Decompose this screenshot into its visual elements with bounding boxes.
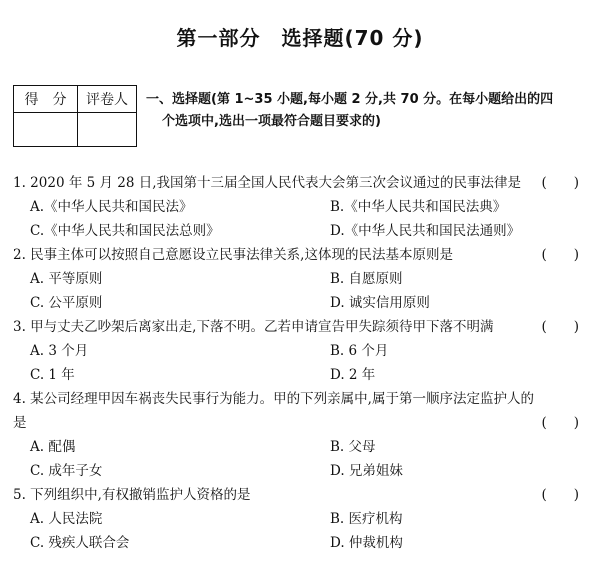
question-1-option-b[interactable]: B.《中华人民共和国民法典》 [330,199,507,215]
question-3-option-a[interactable]: A. 3 个月 [30,343,89,359]
question-1-answer-blank[interactable]: ( ) [541,175,579,191]
question-4-stem-cont [13,412,593,434]
page-title: 第一部分 选择题(70 分) [176,26,424,50]
question-4-option-a[interactable]: A. 配偶 [30,439,76,455]
question-5-option-a[interactable]: A. 人民法院 [30,511,103,527]
question-3-text: 3. 甲与丈夫乙吵架后离家出走,下落不明。乙若申请宣告甲失踪须待甲下落不明满 [13,319,494,335]
question-5-option-b[interactable]: B. 医疗机构 [330,511,403,527]
question-2-option-c[interactable]: C. 公平原则 [30,295,103,311]
question-3-answer-blank[interactable]: ( ) [541,319,579,335]
question-2-option-a[interactable]: A. 平等原则 [30,271,103,287]
score-label: 得 分 [14,86,78,113]
question-2-answer-blank[interactable]: ( ) [541,247,579,263]
question-4-answer-blank[interactable]: ( ) [541,415,579,431]
grader-label: 评卷人 [78,86,137,113]
score-table [13,85,137,147]
question-4-option-b[interactable]: B. 父母 [330,439,376,455]
question-2-stem [13,244,593,266]
question-5-option-c[interactable]: C. 残疾人联合会 [30,535,130,551]
score-cell[interactable] [14,113,78,147]
question-3-option-d[interactable]: D. 2 年 [330,367,376,383]
question-4-option-d[interactable]: D. 兄弟姐妹 [330,463,403,479]
section-instructions-line2: 个选项中,选出一项最符合题目要求的) [162,114,381,129]
grader-cell[interactable] [78,113,137,147]
question-3-option-c[interactable]: C. 1 年 [30,367,75,383]
question-1-text: 1. 2020 年 5 月 28 日,我国第十三届全国人民代表大会第三次会议通过的民事法律是 [13,175,522,191]
question-3-stem [13,316,593,338]
question-5-answer-blank[interactable]: ( ) [541,487,579,503]
question-1-option-a[interactable]: A.《中华人民共和国民法》 [30,199,193,215]
question-2-option-d[interactable]: D. 诚实信用原则 [330,295,430,311]
question-1-option-c[interactable]: C.《中华人民共和国民法总则》 [30,223,220,239]
question-4-text-cont: 是 [13,415,27,431]
question-5-text: 5. 下列组织中,有权撤销监护人资格的是 [13,487,251,503]
question-2-text: 2. 民事主体可以按照自己意愿设立民事法律关系,这体现的民法基本原则是 [13,247,453,263]
question-4-option-c[interactable]: C. 成年子女 [30,463,103,479]
question-3-option-b[interactable]: B. 6 个月 [330,343,389,359]
question-5-stem [13,484,593,506]
question-4-stem [13,388,593,410]
question-1-option-d[interactable]: D.《中华人民共和国民法通则》 [330,223,521,239]
question-1-stem [13,172,593,194]
question-4-text: 4. 某公司经理甲因车祸丧失民事行为能力。甲的下列亲属中,属于第一顺序法定监护人的 [13,391,534,407]
section-instructions-line1: 一、选择题(第 1~35 小题,每小题 2 分,共 70 分。在每小题给出的四 [146,92,554,107]
question-5-option-d[interactable]: D. 仲裁机构 [330,535,403,551]
question-2-option-b[interactable]: B. 自愿原则 [330,271,403,287]
section-instructions [146,89,591,133]
